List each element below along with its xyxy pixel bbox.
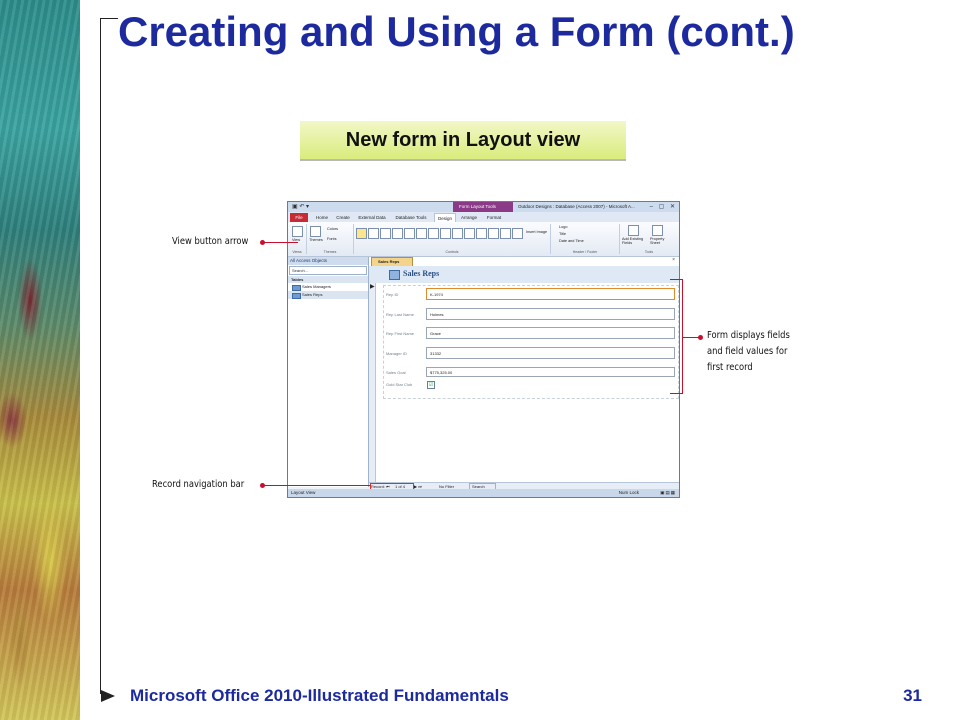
field-gold-star-club-checkbox[interactable]: ☑ [428,382,434,388]
form-icon [389,270,400,280]
colors-button-label[interactable]: Colors [327,227,338,231]
group-label-views: Views [292,250,302,254]
logo-button-label[interactable]: Logo [559,225,568,229]
slide-footer: Microsoft Office 2010-Illustrated Fundamentals [130,686,509,705]
no-filter-label[interactable]: No Filter [439,484,455,489]
property-sheet-label[interactable]: Property Sheet [650,237,665,245]
option-group-icon[interactable] [452,228,463,239]
page-number: 31 [903,686,922,705]
textbox-control-icon[interactable] [368,228,379,239]
form-document [369,257,679,487]
status-num-lock: Num Lock [618,490,639,495]
nav-section-tables[interactable]: Tables [288,276,368,283]
nav-search-input[interactable]: Search... [289,266,367,275]
field-label-manager-id: Manager ID [386,351,407,356]
tab-file[interactable]: File [290,213,308,222]
decorative-painted-strip [0,0,80,720]
ribbon-group-themes [307,224,354,254]
access-screenshot [287,201,680,498]
callout-record-navigation-bar: Record navigation bar [152,479,245,490]
callout-form-displays-line-3: first record [707,362,753,373]
callout-leader-record-nav [262,485,370,486]
field-label-gold-star-club: Gold Star Club [386,382,413,387]
view-switcher-icons[interactable]: ▣▤▦ [660,490,676,495]
callout-form-displays-line-2: and field values for [707,346,788,357]
navigation-control-icon[interactable] [440,228,451,239]
nav-item-sales-reps[interactable]: Sales Reps [288,291,368,299]
add-fields-label[interactable]: Add Existing Fields [622,237,644,245]
context-tab-label: Form Layout Tools [459,204,496,209]
tab-design[interactable]: Design [434,213,456,223]
combo-box-icon[interactable] [476,228,487,239]
next-record-icon[interactable]: ▶ ⏭ [414,484,422,489]
property-sheet-icon[interactable] [652,225,663,236]
button-control-icon[interactable] [392,228,403,239]
close-icon[interactable]: × [672,257,675,263]
select-pointer-icon[interactable] [356,228,367,239]
insert-image-label[interactable]: Insert Image [526,230,548,234]
hyperlink-control-icon[interactable] [416,228,427,239]
field-label-sales-goal: Sales Goal [386,370,406,375]
field-label-rep-id: Rep ID [386,292,399,297]
callout-leader-view-button [262,242,298,243]
window-controls[interactable]: – ▢ ✕ [649,204,677,210]
fonts-button-label[interactable]: Fonts [327,237,337,241]
group-label-tools: Tools [644,250,654,254]
checkbox-control-icon[interactable] [488,228,499,239]
group-label-themes: Themes [323,250,337,254]
figure-caption: New form in Layout view [300,121,626,161]
form-header [369,266,679,283]
tab-arrange[interactable]: Arrange [460,215,477,220]
callout-form-displays-line-1: Form displays fields [707,330,790,341]
more-controls-icon[interactable] [512,228,523,239]
record-search-input[interactable]: Search [469,483,496,490]
list-box-icon[interactable] [500,228,511,239]
record-label: Record: [371,484,386,489]
frame-line-horizontal [100,18,118,19]
field-manager-id[interactable]: 31332 [426,347,675,359]
record-position[interactable]: 1 of 4 [395,484,406,489]
field-rep-last-name[interactable]: Holmes [426,308,675,320]
field-sales-goal[interactable]: $775,325.00 [426,367,675,377]
view-icon[interactable] [292,226,303,237]
frame-line-vertical [100,18,101,694]
footer-arrow-icon [101,690,115,702]
date-time-button-label[interactable]: Date and Time [559,239,584,243]
nav-item-sales-managers[interactable]: Sales Managers [288,283,368,291]
themes-button-label[interactable]: Themes [309,238,323,242]
tab-create[interactable]: Create [336,215,350,220]
status-bar [288,489,679,497]
record-selector-arrow-icon: ▶ [370,284,375,290]
callout-dot-form-fields [698,335,703,340]
navigation-pane [288,257,369,487]
status-view-label: Layout View [291,490,316,495]
tab-database-tools[interactable]: Database Tools [395,215,427,220]
page-break-icon[interactable] [464,228,475,239]
group-label-controls: Controls [445,250,459,254]
title-button-label[interactable]: Title [559,232,567,236]
first-record-icon[interactable]: ⏮ [386,484,390,489]
ribbon [288,222,679,257]
nav-pane-header[interactable]: All Access Objects [288,257,368,265]
window-titlebar [288,202,679,212]
callout-dot-record-nav [260,483,265,488]
web-browser-control-icon[interactable] [428,228,439,239]
field-rep-first-name[interactable]: Grace [426,327,675,339]
ribbon-group-views [288,224,307,254]
quick-access-toolbar[interactable]: ▣ ↶ ▾ [292,204,310,210]
add-existing-fields-icon[interactable] [628,225,639,236]
tab-external-data[interactable]: External Data [358,215,386,220]
callout-view-button-arrow: View button arrow [172,236,249,247]
context-tab-header [453,202,513,212]
callout-dot-view-button [260,240,265,245]
label-control-icon[interactable] [380,228,391,239]
form-title[interactable]: Sales Reps [403,269,440,278]
field-rep-id[interactable]: K-1974 [426,288,675,300]
tab-home[interactable]: Home [315,215,328,220]
ribbon-group-tools [620,224,678,254]
ribbon-group-controls [354,224,551,254]
document-tab-sales-reps[interactable]: Sales Reps [371,257,413,267]
window-title: Outdoor Designs : Database (Access 2007) - Microsoft A... [518,204,635,209]
callout-bracket-form-fields [670,279,683,394]
tab-format[interactable]: Format [486,215,502,220]
record-selector[interactable] [369,283,376,487]
themes-icon[interactable] [310,226,321,237]
view-button-label[interactable]: View [292,238,301,242]
slide-title: Creating and Using a Form (cont.) [118,8,795,55]
field-label-rep-first-name: Rep First Name [386,331,415,336]
ribbon-group-header-footer [551,224,620,254]
field-label-rep-last-name: Rep Last Name [386,312,414,317]
tab-control-icon[interactable] [404,228,415,239]
group-label-header-footer: Header / Footer [572,250,598,254]
